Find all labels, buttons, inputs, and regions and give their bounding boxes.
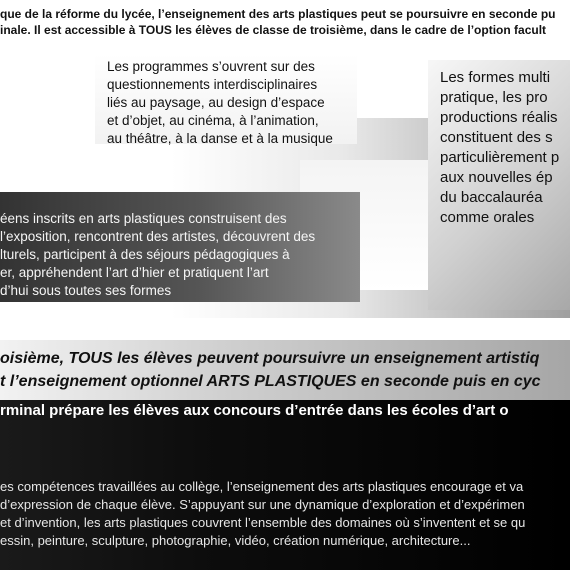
lyceens-line: d’hui sous toutes ses formes <box>0 283 172 298</box>
italic-line-2: t l’enseignement optionnel ARTS PLASTIQUES en seconde puis en cyc <box>0 373 541 390</box>
competences-text <box>0 478 570 550</box>
lyceens-line: éens inscrits en arts plastiques construisent des <box>0 211 287 226</box>
competences-line: essin, peinture, sculpture, photographie, vidéo, création numérique, architecture... <box>0 533 471 548</box>
lyceens-line: l’exposition, rencontrent des artistes, découvrent des <box>0 229 316 244</box>
formes-text <box>440 68 570 228</box>
programmes-text <box>107 58 347 148</box>
formes-line: particulièrement p <box>440 149 560 166</box>
formes-line: aux nouvelles ép <box>440 169 553 186</box>
programmes-text-box <box>95 54 357 144</box>
bottom-dark-section <box>0 400 570 570</box>
formes-text-box <box>428 60 570 310</box>
top-text-line-1: que de la réforme du lycée, l’enseignement des arts plastiques peut se poursuivre en seconde pu <box>0 7 556 21</box>
competences-line: et d’invention, les arts plastiques couvrent l’ensemble des domaines où s’inventent et se qu <box>0 515 526 530</box>
lyceens-line: lturels, participent à des séjours pédagogiques à <box>0 247 290 262</box>
programmes-line: liés au paysage, au design d’espace <box>107 95 325 110</box>
programmes-line: au théâtre, à la danse et à la musique <box>107 131 333 146</box>
programmes-line: et d’objet, au cinéma, à l’animation, <box>107 113 319 128</box>
background-shadow-band <box>0 340 570 400</box>
formes-line: Les formes multi <box>440 69 551 86</box>
lyceens-text <box>0 210 352 300</box>
formes-line: constituent des s <box>440 129 553 146</box>
programmes-line: questionnements interdisciplinaires <box>107 77 318 92</box>
formes-line: du baccalauréa <box>440 189 543 206</box>
competences-line: es compétences travaillées au collège, l’enseignement des arts plastiques encourage et va <box>0 479 524 494</box>
formes-line: pratique, les pro <box>440 89 548 106</box>
formes-line: comme orales <box>440 209 535 226</box>
competences-line: d’expression de chaque élève. S’appuyant sur une dynamique d’exploration et d’expérimen <box>0 497 525 512</box>
italic-line-1: oisième, TOUS les élèves peuvent poursuivre un enseignement artistiq <box>0 350 540 367</box>
lyceens-text-box <box>0 192 360 302</box>
programmes-line: Les programmes s’ouvrent sur des <box>107 59 315 74</box>
terminal-heading: rminal prépare les élèves aux concours d’entrée dans les écoles d’art o <box>0 402 509 419</box>
lyceens-line: er, appréhendent l’art d’hier et pratiquent l’art <box>0 265 269 280</box>
formes-line: productions réalis <box>440 109 558 126</box>
top-text-line-2: inale. Il est accessible à TOUS les élèves de classe de troisième, dans le cadre de l’option facult <box>0 23 547 37</box>
